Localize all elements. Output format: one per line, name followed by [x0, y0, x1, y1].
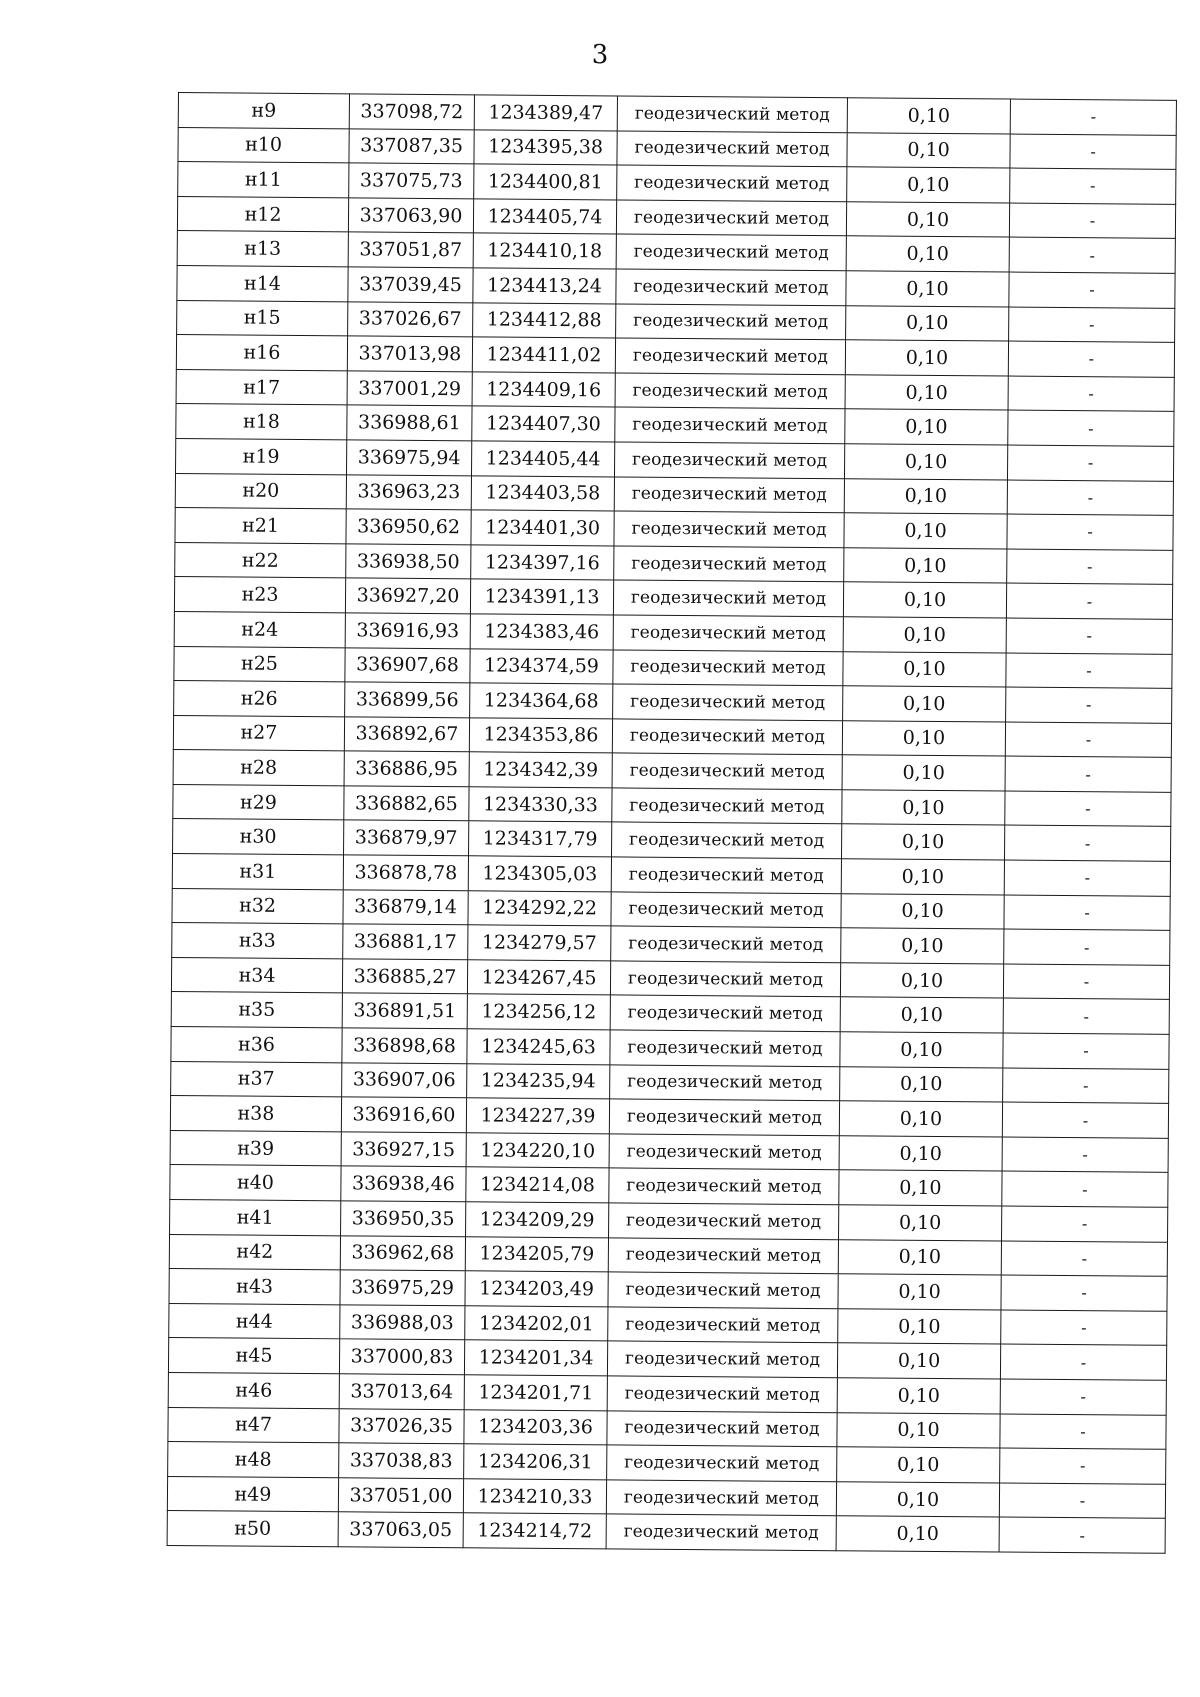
point-name-cell: н49	[167, 1476, 338, 1512]
point-name-cell: н17	[176, 369, 347, 405]
y-coordinate-cell: 1234203,49	[465, 1271, 608, 1307]
y-coordinate-cell: 1234364,68	[470, 683, 613, 719]
method-cell: геодезический метод	[607, 1410, 837, 1446]
x-coordinate-cell: 336907,68	[345, 647, 470, 683]
x-coordinate-cell: 336938,46	[341, 1166, 466, 1202]
accuracy-cell: 0,10	[844, 478, 1007, 514]
extra-cell: -	[1006, 618, 1172, 654]
y-coordinate-cell: 1234203,36	[464, 1409, 607, 1445]
point-name-cell: н42	[169, 1234, 340, 1270]
method-cell: геодезический метод	[609, 1203, 839, 1239]
method-cell: геодезический метод	[606, 1480, 836, 1516]
accuracy-cell: 0,10	[847, 132, 1010, 168]
extra-cell: -	[1006, 583, 1172, 619]
extra-cell: -	[1003, 998, 1169, 1034]
point-name-cell: н31	[172, 854, 343, 890]
extra-cell: -	[1006, 687, 1172, 723]
accuracy-cell: 0,10	[841, 859, 1004, 895]
x-coordinate-cell: 336885,27	[342, 959, 467, 995]
extra-cell: -	[1000, 1448, 1166, 1484]
x-coordinate-cell: 336938,50	[346, 544, 471, 580]
y-coordinate-cell: 1234227,39	[466, 1098, 609, 1134]
point-name-cell: н50	[167, 1511, 338, 1547]
extra-cell: -	[1001, 1310, 1167, 1346]
x-coordinate-cell: 337013,98	[347, 336, 472, 372]
accuracy-cell: 0,10	[836, 1516, 999, 1552]
point-name-cell: н21	[175, 508, 346, 544]
extra-cell: -	[1009, 237, 1175, 273]
coordinates-table-body	[167, 93, 1176, 1554]
y-coordinate-cell: 1234374,59	[470, 648, 613, 684]
point-name-cell: н33	[172, 923, 343, 959]
method-cell: геодезический метод	[612, 753, 842, 789]
point-name-cell: н23	[174, 577, 345, 613]
point-name-cell: н12	[177, 196, 348, 232]
method-cell: геодезический метод	[608, 1307, 838, 1343]
y-coordinate-cell: 1234407,30	[472, 406, 615, 442]
accuracy-cell: 0,10	[843, 686, 1006, 722]
point-name-cell: н9	[178, 93, 349, 129]
method-cell: геодезический метод	[609, 1134, 839, 1170]
extra-cell: -	[1003, 1033, 1169, 1069]
point-name-cell: н38	[170, 1096, 341, 1132]
point-name-cell: н22	[175, 542, 346, 578]
method-cell: геодезический метод	[609, 1168, 839, 1204]
x-coordinate-cell: 336927,15	[341, 1132, 466, 1168]
x-coordinate-cell: 336916,60	[341, 1097, 466, 1133]
method-cell: геодезический метод	[609, 1099, 839, 1135]
method-cell: геодезический метод	[612, 788, 842, 824]
x-coordinate-cell: 336886,95	[344, 751, 469, 787]
x-coordinate-cell: 336950,62	[346, 509, 471, 545]
extra-cell: -	[1005, 791, 1171, 827]
point-name-cell: н28	[173, 750, 344, 786]
extra-cell: -	[1003, 964, 1169, 1000]
x-coordinate-cell: 336899,56	[345, 682, 470, 718]
x-coordinate-cell: 336879,14	[343, 889, 468, 925]
x-coordinate-cell: 336907,06	[342, 1062, 467, 1098]
method-cell: геодезический метод	[616, 234, 846, 270]
extra-cell: -	[1007, 549, 1173, 585]
point-name-cell: н35	[171, 992, 342, 1028]
method-cell: геодезический метод	[617, 165, 847, 201]
method-cell: геодезический метод	[610, 995, 840, 1031]
y-coordinate-cell: 1234397,16	[471, 545, 614, 581]
point-name-cell: н11	[178, 162, 349, 198]
extra-cell: -	[1002, 1137, 1168, 1173]
method-cell: геодезический метод	[613, 615, 843, 651]
method-cell: геодезический метод	[608, 1238, 838, 1274]
point-name-cell: н26	[174, 681, 345, 717]
method-cell: геодезический метод	[615, 373, 845, 409]
extra-cell: -	[1004, 895, 1170, 931]
extra-cell: -	[1000, 1344, 1166, 1380]
y-coordinate-cell: 1234206,31	[464, 1444, 607, 1480]
method-cell: геодезический метод	[611, 892, 841, 928]
y-coordinate-cell: 1234389,47	[474, 95, 617, 131]
point-name-cell: н15	[177, 300, 348, 336]
method-cell: геодезический метод	[617, 131, 847, 167]
x-coordinate-cell: 336878,78	[343, 855, 468, 891]
method-cell: геодезический метод	[615, 338, 845, 374]
y-coordinate-cell: 1234267,45	[467, 960, 610, 996]
coordinates-table	[167, 92, 1177, 1554]
method-cell: геодезический метод	[608, 1272, 838, 1308]
method-cell: геодезический метод	[612, 822, 842, 858]
point-name-cell: н18	[176, 404, 347, 440]
extra-cell: -	[1004, 929, 1170, 965]
y-coordinate-cell: 1234317,79	[469, 821, 612, 857]
point-name-cell: н10	[178, 127, 349, 163]
y-coordinate-cell: 1234409,16	[472, 372, 615, 408]
method-cell: геодезический метод	[611, 857, 841, 893]
x-coordinate-cell: 337026,67	[348, 301, 473, 337]
point-name-cell: н27	[173, 715, 344, 751]
x-coordinate-cell: 337013,64	[339, 1374, 464, 1410]
accuracy-cell: 0,10	[842, 720, 1005, 756]
y-coordinate-cell: 1234405,44	[471, 441, 614, 477]
method-cell: геодезический метод	[606, 1514, 836, 1550]
accuracy-cell: 0,10	[840, 963, 1003, 999]
accuracy-cell: 0,10	[838, 1239, 1001, 1275]
method-cell: геодезический метод	[607, 1376, 837, 1412]
point-name-cell: н36	[171, 1027, 342, 1063]
y-coordinate-cell: 1234214,08	[466, 1167, 609, 1203]
y-coordinate-cell: 1234405,74	[473, 199, 616, 235]
extra-cell: -	[1009, 203, 1175, 239]
point-name-cell: н14	[177, 265, 348, 301]
x-coordinate-cell: 336988,61	[347, 405, 472, 441]
y-coordinate-cell: 1234201,34	[464, 1340, 607, 1376]
y-coordinate-cell: 1234383,46	[470, 614, 613, 650]
accuracy-cell: 0,10	[844, 513, 1007, 549]
y-coordinate-cell: 1234412,88	[473, 302, 616, 338]
extra-cell: -	[1002, 1171, 1168, 1207]
x-coordinate-cell: 336975,29	[340, 1270, 465, 1306]
x-coordinate-cell: 336988,03	[340, 1305, 465, 1341]
y-coordinate-cell: 1234256,12	[467, 994, 610, 1030]
method-cell: геодезический метод	[614, 442, 844, 478]
method-cell: геодезический метод	[613, 649, 843, 685]
x-coordinate-cell: 337063,05	[338, 1512, 463, 1548]
y-coordinate-cell: 1234210,33	[463, 1479, 606, 1515]
extra-cell: -	[1007, 480, 1173, 516]
method-cell: геодезический метод	[607, 1341, 837, 1377]
y-coordinate-cell: 1234410,18	[473, 233, 616, 269]
extra-cell: -	[1009, 307, 1175, 343]
y-coordinate-cell: 1234292,22	[468, 890, 611, 926]
x-coordinate-cell: 336892,67	[344, 717, 469, 753]
y-coordinate-cell: 1234202,01	[465, 1306, 608, 1342]
x-coordinate-cell: 336881,17	[343, 924, 468, 960]
accuracy-cell: 0,10	[845, 374, 1008, 410]
accuracy-cell: 0,10	[839, 1170, 1002, 1206]
y-coordinate-cell: 1234201,71	[464, 1375, 607, 1411]
x-coordinate-cell: 336879,97	[344, 820, 469, 856]
method-cell: геодезический метод	[614, 476, 844, 512]
x-coordinate-cell: 336962,68	[340, 1235, 465, 1271]
method-cell: геодезический метод	[613, 580, 843, 616]
point-name-cell: н25	[174, 646, 345, 682]
x-coordinate-cell: 336963,23	[346, 474, 471, 510]
method-cell: геодезический метод	[614, 546, 844, 582]
y-coordinate-cell: 1234400,81	[474, 164, 617, 200]
accuracy-cell: 0,10	[843, 617, 1006, 653]
point-name-cell: н29	[173, 784, 344, 820]
x-coordinate-cell: 337038,83	[339, 1443, 464, 1479]
accuracy-cell: 0,10	[846, 236, 1009, 272]
extra-cell: -	[1004, 825, 1170, 861]
accuracy-cell: 0,10	[847, 98, 1010, 134]
point-name-cell: н41	[170, 1199, 341, 1235]
point-name-cell: н47	[168, 1407, 339, 1443]
extra-cell: -	[1009, 272, 1175, 308]
accuracy-cell: 0,10	[846, 202, 1009, 238]
accuracy-cell: 0,10	[846, 305, 1009, 341]
page-number: 3	[591, 40, 609, 70]
y-coordinate-cell: 1234403,58	[471, 475, 614, 511]
extra-cell: -	[1000, 1379, 1166, 1415]
y-coordinate-cell: 1234220,10	[466, 1133, 609, 1169]
method-cell: геодезический метод	[611, 926, 841, 962]
accuracy-cell: 0,10	[837, 1447, 1000, 1483]
x-coordinate-cell: 337098,72	[349, 94, 474, 130]
y-coordinate-cell: 1234205,79	[465, 1236, 608, 1272]
x-coordinate-cell: 336950,35	[341, 1201, 466, 1237]
accuracy-cell: 0,10	[836, 1481, 999, 1517]
extra-cell: -	[1001, 1275, 1167, 1311]
extra-cell: -	[1006, 653, 1172, 689]
x-coordinate-cell: 337051,00	[338, 1478, 463, 1514]
point-name-cell: н45	[168, 1338, 339, 1374]
y-coordinate-cell: 1234413,24	[473, 268, 616, 304]
method-cell: геодезический метод	[614, 511, 844, 547]
extra-cell: -	[1004, 860, 1170, 896]
point-name-cell: н44	[169, 1303, 340, 1339]
accuracy-cell: 0,10	[845, 409, 1008, 445]
extra-cell: -	[1001, 1241, 1167, 1277]
accuracy-cell: 0,10	[839, 1205, 1002, 1241]
method-cell: геодезический метод	[610, 961, 840, 997]
extra-cell: -	[1002, 1206, 1168, 1242]
accuracy-cell: 0,10	[837, 1343, 1000, 1379]
accuracy-cell: 0,10	[837, 1378, 1000, 1414]
accuracy-cell: 0,10	[844, 547, 1007, 583]
method-cell: геодезический метод	[616, 200, 846, 236]
method-cell: геодезический метод	[610, 1030, 840, 1066]
accuracy-cell: 0,10	[840, 1066, 1003, 1102]
accuracy-cell: 0,10	[840, 1032, 1003, 1068]
y-coordinate-cell: 1234391,13	[470, 579, 613, 615]
point-name-cell: н32	[172, 888, 343, 924]
x-coordinate-cell: 336891,51	[342, 993, 467, 1029]
point-name-cell: н48	[168, 1442, 339, 1478]
x-coordinate-cell: 337026,35	[339, 1408, 464, 1444]
point-name-cell: н43	[169, 1269, 340, 1305]
x-coordinate-cell: 337051,87	[348, 232, 473, 268]
accuracy-cell: 0,10	[841, 928, 1004, 964]
accuracy-cell: 0,10	[837, 1412, 1000, 1448]
method-cell: геодезический метод	[607, 1445, 837, 1481]
table-row	[167, 1511, 1165, 1553]
y-coordinate-cell: 1234245,63	[467, 1029, 610, 1065]
y-coordinate-cell: 1234279,57	[468, 925, 611, 961]
x-coordinate-cell: 336916,93	[345, 613, 470, 649]
accuracy-cell: 0,10	[842, 755, 1005, 791]
x-coordinate-cell: 337087,35	[349, 128, 474, 164]
method-cell: геодезический метод	[615, 407, 845, 443]
accuracy-cell: 0,10	[841, 824, 1004, 860]
accuracy-cell: 0,10	[839, 1101, 1002, 1137]
accuracy-cell: 0,10	[843, 582, 1006, 618]
point-name-cell: н37	[171, 1061, 342, 1097]
extra-cell: -	[999, 1517, 1165, 1553]
extra-cell: -	[1007, 514, 1173, 550]
accuracy-cell: 0,10	[847, 167, 1010, 203]
y-coordinate-cell: 1234209,29	[466, 1202, 609, 1238]
point-name-cell: н46	[168, 1372, 339, 1408]
y-coordinate-cell: 1234214,72	[463, 1513, 606, 1549]
point-name-cell: н19	[176, 438, 347, 474]
accuracy-cell: 0,10	[846, 271, 1009, 307]
method-cell: геодезический метод	[613, 684, 843, 720]
accuracy-cell: 0,10	[842, 790, 1005, 826]
point-name-cell: н40	[170, 1165, 341, 1201]
y-coordinate-cell: 1234342,39	[469, 752, 612, 788]
coordinates-table-wrapper	[167, 92, 1176, 1554]
accuracy-cell: 0,10	[844, 444, 1007, 480]
y-coordinate-cell: 1234235,94	[467, 1063, 610, 1099]
accuracy-cell: 0,10	[839, 1136, 1002, 1172]
x-coordinate-cell: 337000,83	[339, 1339, 464, 1375]
extra-cell: -	[1008, 376, 1174, 412]
extra-cell: -	[1003, 1068, 1169, 1104]
x-coordinate-cell: 337039,45	[348, 267, 473, 303]
x-coordinate-cell: 337063,90	[348, 198, 473, 234]
extra-cell: -	[1005, 756, 1171, 792]
y-coordinate-cell: 1234305,03	[468, 856, 611, 892]
x-coordinate-cell: 337075,73	[349, 163, 474, 199]
extra-cell: -	[1000, 1414, 1166, 1450]
method-cell: геодезический метод	[616, 304, 846, 340]
extra-cell: -	[1010, 168, 1176, 204]
point-name-cell: н24	[174, 611, 345, 647]
point-name-cell: н20	[175, 473, 346, 509]
extra-cell: -	[1008, 410, 1174, 446]
point-name-cell: н16	[176, 335, 347, 371]
accuracy-cell: 0,10	[838, 1309, 1001, 1345]
accuracy-cell: 0,10	[838, 1274, 1001, 1310]
method-cell: геодезический метод	[617, 96, 847, 132]
extra-cell: -	[1010, 99, 1176, 135]
extra-cell: -	[1002, 1102, 1168, 1138]
y-coordinate-cell: 1234353,86	[469, 717, 612, 753]
extra-cell: -	[1005, 722, 1171, 758]
extra-cell: -	[999, 1483, 1165, 1519]
y-coordinate-cell: 1234395,38	[474, 129, 617, 165]
y-coordinate-cell: 1234401,30	[471, 510, 614, 546]
method-cell: геодезический метод	[612, 719, 842, 755]
x-coordinate-cell: 336975,94	[347, 440, 472, 476]
method-cell: геодезический метод	[610, 1065, 840, 1101]
y-coordinate-cell: 1234330,33	[469, 787, 612, 823]
point-name-cell: н34	[171, 957, 342, 993]
extra-cell: -	[1007, 445, 1173, 481]
point-name-cell: н30	[173, 819, 344, 855]
x-coordinate-cell: 336927,20	[345, 578, 470, 614]
accuracy-cell: 0,10	[840, 997, 1003, 1033]
accuracy-cell: 0,10	[843, 651, 1006, 687]
accuracy-cell: 0,10	[841, 893, 1004, 929]
extra-cell: -	[1010, 134, 1176, 170]
method-cell: геодезический метод	[616, 269, 846, 305]
extra-cell: -	[1008, 341, 1174, 377]
point-name-cell: н13	[177, 231, 348, 267]
accuracy-cell: 0,10	[845, 340, 1008, 376]
point-name-cell: н39	[170, 1130, 341, 1166]
x-coordinate-cell: 337001,29	[347, 371, 472, 407]
y-coordinate-cell: 1234411,02	[472, 337, 615, 373]
x-coordinate-cell: 336898,68	[342, 1028, 467, 1064]
x-coordinate-cell: 336882,65	[344, 786, 469, 822]
